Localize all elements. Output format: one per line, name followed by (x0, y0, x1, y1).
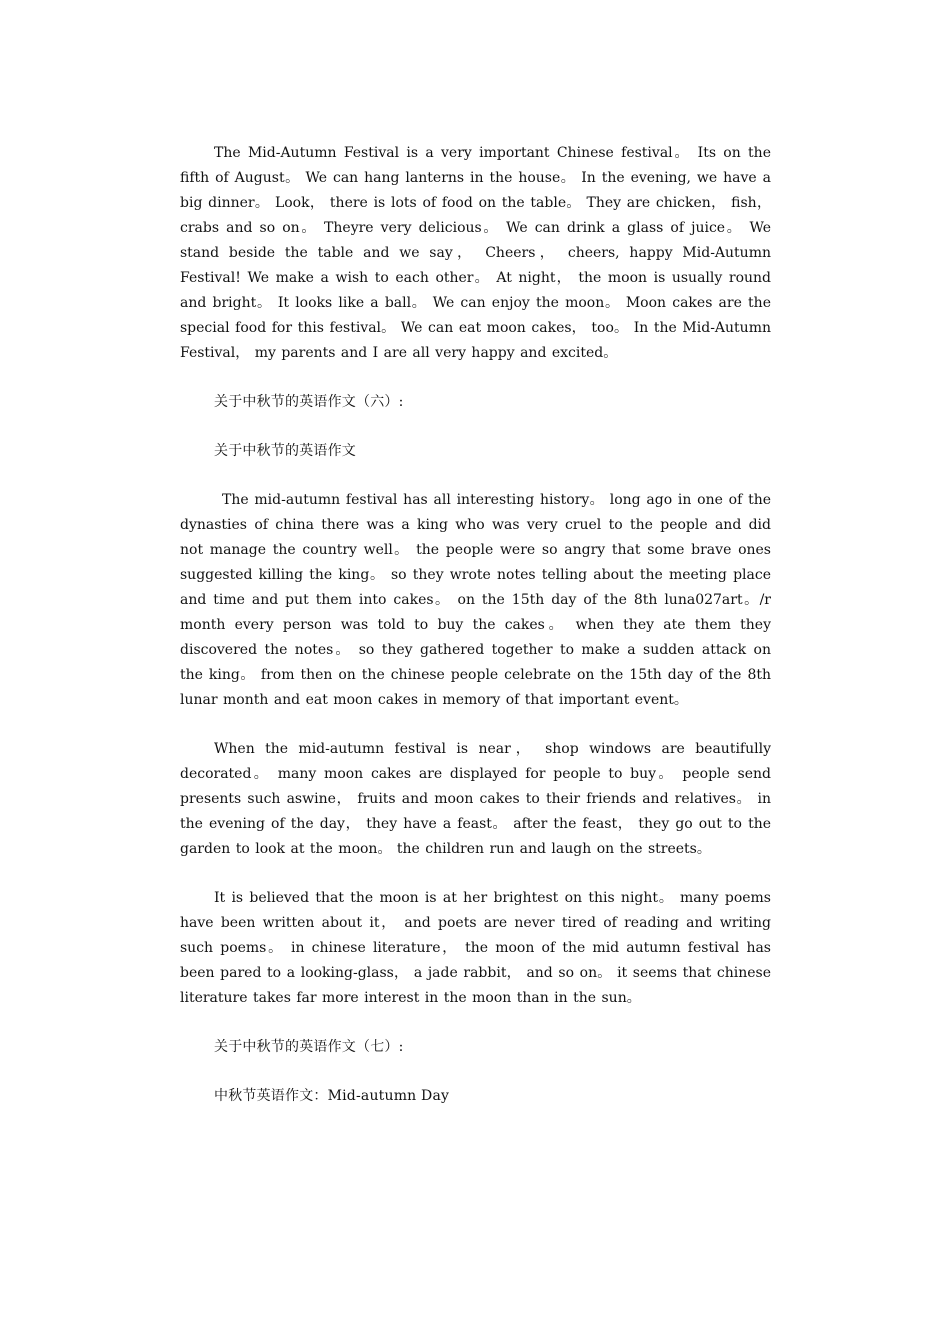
section-heading-six: 关于中秋节的英语作文（六）: (214, 394, 404, 410)
essay-subtitle: 中秋节英语作文：Mid-autumn Day (214, 1088, 450, 1104)
paragraph-family-celebration: The Mid-Autumn Festival is a very important Chinese festival。 Its on the fifth of August。 We can hang lanterns in the house。 In the evening, we have a big dinner。 Look， there is lots of food on the table。 They are chicken， fish， crabs and so on。 Theyre very delicious。 We can drink a glass of juice。 We stand beside the table and we say， Cheers， cheers, happy Mid-Autumn Festival! We make a wish to each other。 At night， the moon is usually round and bright。 It looks like a ball。 We can enjoy the moon。 Moon cakes are the special food for this festival。 We can eat moon cakes， too。 In the Mid-Autumn Festival， my parents and I are all very happy and excited。 (180, 145, 771, 361)
paragraph-moon-literature: It is believed that the moon is at her brightest on this night。 many poems have been written about it， and poets are never tired of reading and writing such poems。 in chinese literature， the moon of the mid autumn festival has been pared to a looking-glass， a jade rabbit， and so on。 it seems that chinese literature takes far more interest in the moon than in the sun。 (180, 890, 771, 1006)
section-heading-seven: 关于中秋节的英语作文（七）: (214, 1039, 404, 1055)
paragraph-festival-near: When the mid-autumn festival is near， shop windows are beautifully decorated。 many moon cakes are displayed for people to buy。 people send presents such aswine， fruits and moon cakes to their friends and relatives。 in the evening of the day， they have a feast。 after the feast， they go out to the garden to look at the moon。 the children run and laugh on the streets。 (180, 741, 771, 857)
document-body (180, 141, 771, 1133)
paragraph-history: The mid-autumn festival has all interesting history。 long ago in one of the dynasties of china there was a king who was very cruel to the people and did not manage the country well。 the people were so angry that some brave ones suggested killing the king。 so they wrote notes telling about the meeting place and time and put them into cakes。 on the 15th day of the 8th luna027art。/r month every person was told to buy the cakes。 when they ate them they discovered the notes。 so they gathered together to make a sudden attack on the king。 from then on the chinese people celebrate on the 15th day of the 8th lunar month and eat moon cakes in memory of that important event。 (180, 492, 771, 708)
essay-title: 关于中秋节的英语作文 (214, 443, 356, 459)
